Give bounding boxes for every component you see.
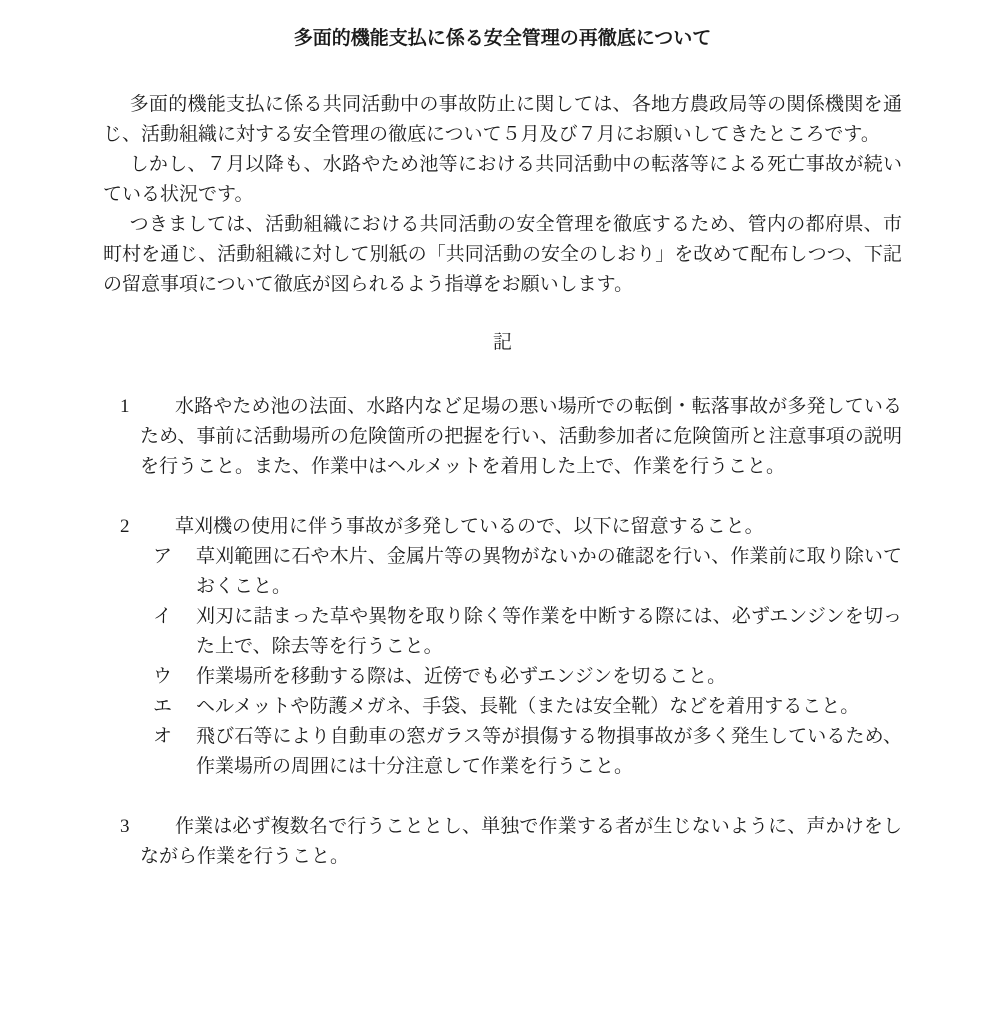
subitem-u-text: 作業場所を移動する際は、近傍でも必ずエンジンを切ること。 [196, 666, 727, 687]
subitem-e-text: ヘルメットや防護メガネ、手袋、長靴（または安全靴）などを着用すること。 [196, 696, 860, 717]
subitem-o-text: 飛び石等により自動車の窓ガラス等が損傷する物損事故が多く発生しているため、作業場所の周囲には十分注意して作業を行うこと。 [196, 726, 902, 777]
subitem-i [103, 602, 902, 662]
subitem-o [103, 722, 902, 782]
list-item-1-text: 水路やため池の法面、水路内など足場の悪い場所での転倒・転落事故が多発しているため、事前に活動場所の危険箇所の把握を行い、活動参加者に危険箇所と注意事項の説明を行うこと。また、作業中はヘルメットを着用した上で、作業を行うこと。 [140, 396, 902, 477]
document-title: 多面的機能支払に係る安全管理の再徹底について [293, 28, 712, 49]
subitem-e-marker: エ [153, 696, 173, 717]
subitem-e [103, 692, 902, 722]
subitem-a-marker: ア [153, 546, 173, 567]
record-heading: 記 [492, 332, 512, 353]
list-item-2-number: 2 [120, 516, 130, 537]
subitem-a [103, 542, 902, 602]
list-item-3-number: 3 [120, 816, 130, 837]
subitem-a-text: 草刈範囲に石や木片、金属片等の異物がないかの確認を行い、作業前に取り除いておくこと。 [196, 546, 902, 597]
list-item-2 [103, 512, 902, 782]
paragraph-intro: 多面的機能支払に係る共同活動中の事故防止に関しては、各地方農政局等の関係機関を通じ、活動組織に対する安全管理の徹底について５月及び７月にお願いしてきたところです。 [103, 94, 902, 145]
list-item-2-text: 草刈機の使用に伴う事故が多発しているので、以下に留意すること。 [175, 516, 764, 537]
subitem-i-text: 刈刃に詰まった草や異物を取り除く等作業を中断する際には、必ずエンジンを切った上で、除去等を行うこと。 [196, 606, 902, 657]
subitem-u [103, 662, 902, 692]
list-item-3 [103, 812, 902, 872]
list-item-1 [103, 392, 902, 482]
paragraph-situation: しかし、７月以降も、水路やため池等における共同活動中の転落等による死亡事故が続いている状況です。 [103, 154, 902, 205]
subitem-o-marker: オ [153, 726, 173, 747]
paragraph-request: つきましては、活動組織における共同活動の安全管理を徹底するため、管内の都府県、市町村を通じ、活動組織に対して別紙の「共同活動の安全のしおり」を改めて配布しつつ、下記の留意事項について徹底が図られるよう指導をお願いします。 [103, 214, 902, 295]
subitem-u-marker: ウ [153, 666, 173, 687]
list-item-1-number: 1 [120, 396, 130, 417]
subitem-i-marker: イ [153, 606, 173, 627]
list-item-3-text: 作業は必ず複数名で行うこととし、単独で作業する者が生じないように、声かけをしながら作業を行うこと。 [140, 816, 902, 867]
